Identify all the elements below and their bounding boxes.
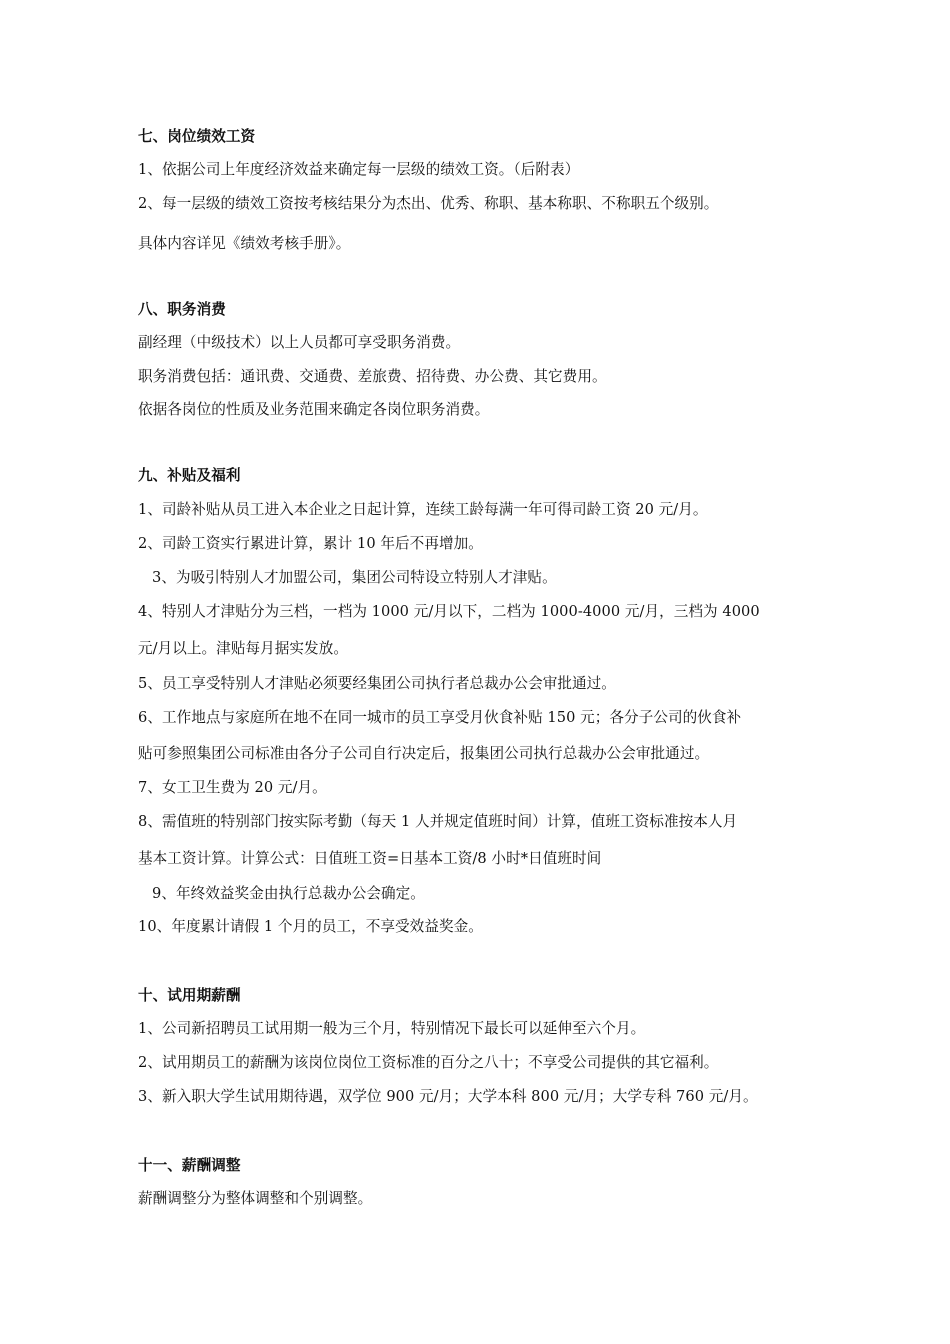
paragraph-line: 1、公司新招聘员工试用期一般为三个月，特别情况下最长可以延伸至六个月。 [138,1020,646,1037]
paragraph-line: 2、每一层级的绩效工资按考核结果分为杰出、优秀、称职、基本称职、不称职五个级别。 [138,195,719,212]
paragraph-line: 2、司龄工资实行累进计算，累计 10 年后不再增加。 [138,535,483,552]
paragraph-line: 1、司龄补贴从员工进入本企业之日起计算，连续工龄每满一年可得司龄工资 20 元/月。 [138,501,708,518]
paragraph-line: 10、年度累计请假 1 个月的员工，不享受效益奖金。 [138,918,483,935]
paragraph-line: 7、女工卫生费为 20 元/月。 [138,779,327,796]
paragraph-line: 贴可参照集团公司标准由各分子公司自行决定后，报集团公司执行总裁办公会审批通过。 [138,745,710,762]
paragraph-line: 9、年终效益奖金由执行总裁办公会确定。 [152,885,425,902]
paragraph-line: 薪酬调整分为整体调整和个别调整。 [138,1190,373,1207]
paragraph-line: 副经理（中级技术）以上人员都可享受职务消费。 [138,334,461,351]
paragraph-line: 5、员工享受特别人才津贴必须要经集团公司执行者总裁办公会审批通过。 [138,675,616,692]
paragraph-line: 3、为吸引特别人才加盟公司，集团公司特设立特别人才津贴。 [152,569,557,586]
paragraph-line: 元/月以上。津贴每月据实发放。 [138,640,348,657]
section-heading-10: 十、试用期薪酬 [138,987,241,1004]
paragraph-line: 4、特别人才津贴分为三档，一档为 1000 元/月以下，二档为 1000-4000 元/月，三档为 4000 [138,603,760,620]
paragraph-line: 依据各岗位的性质及业务范围来确定各岗位职务消费。 [138,401,490,418]
paragraph-line: 基本工资计算。计算公式：日值班工资=日基本工资/8 小时*日值班时间 [138,850,602,867]
paragraph-line: 2、试用期员工的薪酬为该岗位岗位工资标准的百分之八十；不享受公司提供的其它福利。 [138,1054,719,1071]
paragraph-line: 职务消费包括：通讯费、交通费、差旅费、招待费、办公费、其它费用。 [138,368,607,385]
section-heading-7: 七、岗位绩效工资 [138,128,256,145]
paragraph-line: 8、需值班的特别部门按实际考勤（每天 1 人并规定值班时间）计算，值班工资标准按本人月 [138,813,738,830]
section-heading-8: 八、职务消费 [138,301,226,318]
paragraph-line: 具体内容详见《绩效考核手册》。 [138,235,351,252]
paragraph-line: 3、新入职大学生试用期待遇，双学位 900 元/月；大学本科 800 元/月；大学专科 760 元/月。 [138,1088,758,1105]
paragraph-line: 6、工作地点与家庭所在地不在同一城市的员工享受月伙食补贴 150 元；各分子公司的伙食补 [138,709,742,726]
section-heading-9: 九、补贴及福利 [138,467,241,484]
paragraph-line: 1、依据公司上年度经济效益来确定每一层级的绩效工资。（后附表） [138,161,580,178]
section-heading-11: 十一、薪酬调整 [138,1157,241,1174]
